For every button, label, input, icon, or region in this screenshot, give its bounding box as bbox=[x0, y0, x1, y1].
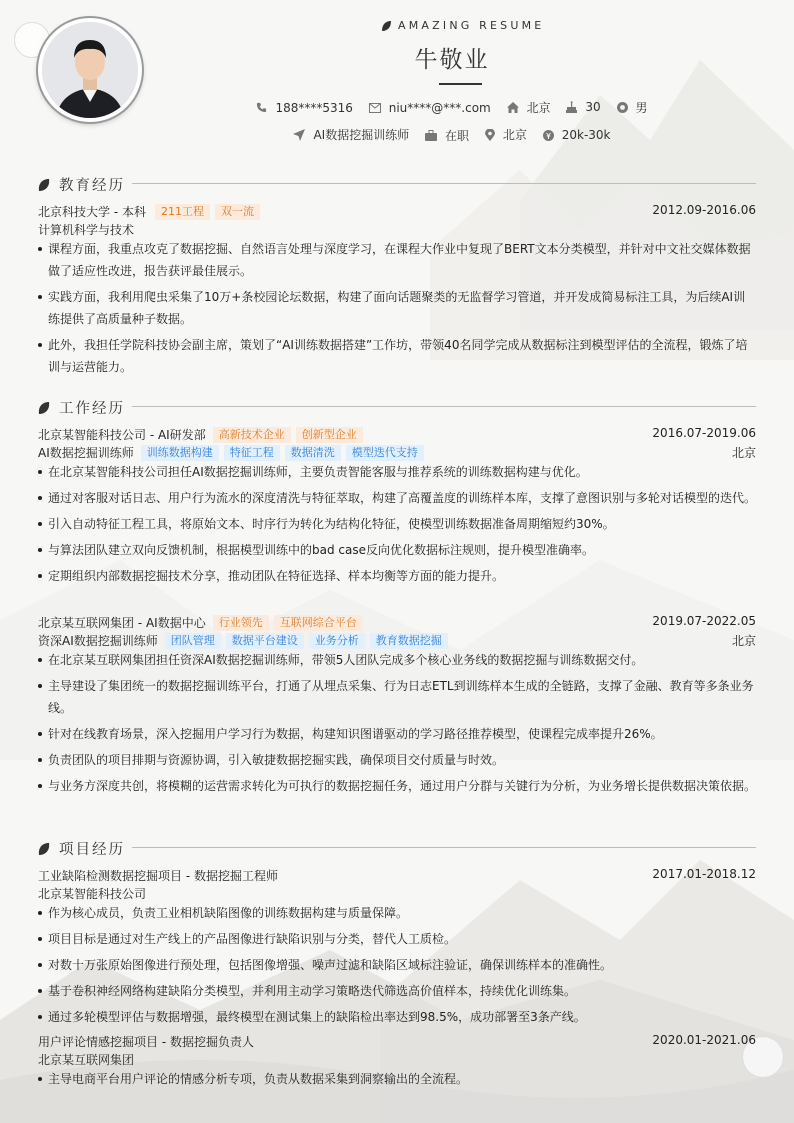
job-company-row bbox=[38, 614, 363, 631]
position-text: AI数据挖掘训练师 bbox=[313, 128, 410, 142]
section-header-education bbox=[38, 174, 125, 195]
company-name: 北京某互联网集团 - AI数据中心 bbox=[38, 616, 206, 630]
company-tag: 高新技术企业 bbox=[213, 427, 291, 443]
money-icon bbox=[543, 130, 554, 141]
list-item: 项目目标是通过对生产线上的产品图像进行缺陷识别与分类，替代人工质检。 bbox=[38, 928, 756, 950]
list-item: 负责团队的项目排期与资源协调，引入敏捷数据挖掘实践，确保项目交付质量与时效。 bbox=[38, 749, 756, 771]
city-text: 北京 bbox=[526, 101, 551, 115]
section-leaf-icon bbox=[38, 178, 50, 192]
section-header-projects bbox=[38, 838, 125, 859]
list-item: 实践方面，我利用爬虫采集了10万+条校园论坛数据，构建了面向话题聚类的无监督学习管道，并开发成简易标注工具，为后续AI训练提供了高质量种子数据。 bbox=[38, 286, 756, 330]
job-role: 资深AI数据挖掘训练师 bbox=[38, 634, 158, 648]
skill-tag: 训练数据构建 bbox=[141, 445, 219, 461]
section-title: 工作经历 bbox=[59, 401, 125, 417]
job-intent-row bbox=[0, 126, 794, 144]
education-date: 2012.09-2016.06 bbox=[652, 203, 756, 217]
list-item: 与业务方深度共创，将模糊的运营需求转化为可执行的数据挖掘任务，通过用户分群与关键行为分析，为业务增长提供数据决策依据。 bbox=[38, 775, 756, 797]
status-text: 在职 bbox=[445, 128, 470, 143]
gender-icon bbox=[617, 102, 628, 113]
send-icon bbox=[293, 129, 305, 141]
gender-text: 男 bbox=[635, 101, 648, 115]
section-title: 教育经历 bbox=[59, 178, 125, 194]
section-divider bbox=[132, 183, 756, 184]
age-text: 30 bbox=[585, 100, 601, 114]
list-item: 基于卷积神经网络构建缺陷分类模型，并利用主动学习策略迭代筛选高价值样本，持续优化训练集。 bbox=[38, 980, 756, 1002]
mail-icon bbox=[369, 103, 381, 113]
phone-icon bbox=[256, 102, 267, 113]
section-leaf-icon bbox=[38, 842, 50, 856]
list-item: 在北京某互联网集团担任资深AI数据挖掘训练师，带领5人团队完成多个核心业务线的数据挖掘与训练数据交付。 bbox=[38, 649, 756, 671]
contact-info-row bbox=[0, 99, 794, 116]
name-underline bbox=[439, 83, 482, 85]
education-major: 计算机科学与技术 bbox=[38, 223, 135, 237]
section-divider bbox=[132, 847, 756, 848]
cake-icon bbox=[566, 101, 577, 113]
list-item: 与算法团队建立双向反馈机制，根据模型训练中的bad case反向优化数据标注规则，提升模型准确率。 bbox=[38, 539, 756, 561]
school-tag: 211工程 bbox=[155, 204, 210, 220]
project-bullets bbox=[38, 902, 756, 1032]
project-name: 用户评论情感挖掘项目 - 数据挖掘负责人 bbox=[38, 1035, 254, 1049]
resume-tagline bbox=[380, 19, 544, 32]
list-item: 作为核心成员，负责工业相机缺陷图像的训练数据构建与质量保障。 bbox=[38, 902, 756, 924]
phone-text: 188****5316 bbox=[275, 100, 353, 115]
location-icon bbox=[485, 129, 495, 141]
salary-text: 20k-30k bbox=[561, 128, 611, 142]
job-city: 北京 bbox=[731, 634, 756, 648]
skill-tag: 模型迭代支持 bbox=[346, 445, 424, 461]
target-city-text: 北京 bbox=[502, 128, 527, 142]
section-leaf-icon bbox=[38, 401, 50, 415]
list-item: 主导建设了集团统一的数据挖掘训练平台，打通了从埋点采集、行为日志ETL到训练样本生成的全链路，支撑了金融、教育等多条业务线。 bbox=[38, 675, 756, 719]
skill-tag: 特征工程 bbox=[224, 445, 280, 461]
skill-tag: 业务分析 bbox=[309, 633, 365, 649]
section-header-work bbox=[38, 397, 125, 418]
education-bullets bbox=[38, 238, 756, 382]
job-company-row bbox=[38, 426, 363, 443]
company-tag: 行业领先 bbox=[213, 615, 269, 631]
list-item: 主导电商平台用户评论的情感分析专项，负责从数据采集到洞察输出的全流程。 bbox=[38, 1068, 756, 1090]
project-date: 2020.01-2021.06 bbox=[652, 1033, 756, 1047]
section-divider bbox=[132, 406, 756, 407]
list-item: 通过多轮模型评估与数据增强，最终模型在测试集上的缺陷检出率达到98.5%，成功部署至3条产线。 bbox=[38, 1006, 756, 1028]
project-bullets bbox=[38, 1068, 756, 1094]
briefcase-icon bbox=[425, 130, 437, 141]
project-date: 2017.01-2018.12 bbox=[652, 867, 756, 881]
job-role-row bbox=[38, 632, 448, 649]
list-item: 引入自动特征工程工具，将原始文本、时序行为转化为结构化特征，使模型训练数据准备周期缩短约30%。 bbox=[38, 513, 756, 535]
skill-tag: 数据平台建设 bbox=[226, 633, 304, 649]
list-item: 课程方面，我重点攻克了数据挖掘、自然语言处理与深度学习，在课程大作业中复现了BERT文本分类模型，并针对中文社交媒体数据做了适应性改进，报告获评最佳展示。 bbox=[38, 238, 756, 282]
job-role-row bbox=[38, 444, 424, 461]
project-name: 工业缺陷检测数据挖掘项目 - 数据挖掘工程师 bbox=[38, 869, 278, 883]
job-role: AI数据挖掘训练师 bbox=[38, 446, 134, 460]
home-icon bbox=[507, 102, 519, 113]
skill-tag: 教育数据挖掘 bbox=[370, 633, 448, 649]
project-org: 北京某智能科技公司 bbox=[38, 887, 147, 901]
leaf-icon bbox=[380, 20, 392, 32]
list-item: 对数十万张原始图像进行预处理，包括图像增强、噪声过滤和缺陷区域标注验证，确保训练样本的准确性。 bbox=[38, 954, 756, 976]
job-date: 2019.07-2022.05 bbox=[652, 614, 756, 628]
school-name: 北京科技大学 - 本科 bbox=[38, 205, 146, 219]
email-text: niu****@***.com bbox=[388, 101, 491, 115]
project-org: 北京某互联网集团 bbox=[38, 1053, 135, 1067]
list-item: 此外，我担任学院科技协会副主席，策划了“AI训练数据搭建”工作坊，带领40名同学完成从数据标注到模型评估的全流程，锻炼了培训与运营能力。 bbox=[38, 334, 756, 378]
list-item: 针对在线教育场景，深入挖掘用户学习行为数据，构建知识图谱驱动的学习路径推荐模型，使课程完成率提升26%。 bbox=[38, 723, 756, 745]
job-city: 北京 bbox=[731, 446, 756, 460]
job-bullets bbox=[38, 649, 756, 801]
skill-tag: 团队管理 bbox=[165, 633, 221, 649]
list-item: 定期组织内部数据挖掘技术分享，推动团队在特征选择、样本均衡等方面的能力提升。 bbox=[38, 565, 756, 587]
school-tag: 双一流 bbox=[215, 204, 260, 220]
list-item: 在北京某智能科技公司担任AI数据挖掘训练师，主要负责智能客服与推荐系统的训练数据构建与优化。 bbox=[38, 461, 756, 483]
list-item: 通过对客服对话日志、用户行为流水的深度清洗与特征萃取，构建了高覆盖度的训练样本库，支撑了意图识别与多轮对话模型的迭代。 bbox=[38, 487, 756, 509]
education-school-row bbox=[38, 203, 260, 220]
job-bullets bbox=[38, 461, 756, 591]
section-title: 项目经历 bbox=[59, 842, 125, 858]
skill-tag: 数据清洗 bbox=[285, 445, 341, 461]
candidate-name: 牛敬业 bbox=[414, 47, 490, 73]
company-tag: 创新型企业 bbox=[296, 427, 363, 443]
tagline-text: AMAZING RESUME bbox=[398, 19, 545, 32]
company-name: 北京某智能科技公司 - AI研发部 bbox=[38, 428, 206, 442]
company-tag: 互联网综合平台 bbox=[274, 615, 363, 631]
job-date: 2016.07-2019.06 bbox=[652, 426, 756, 440]
